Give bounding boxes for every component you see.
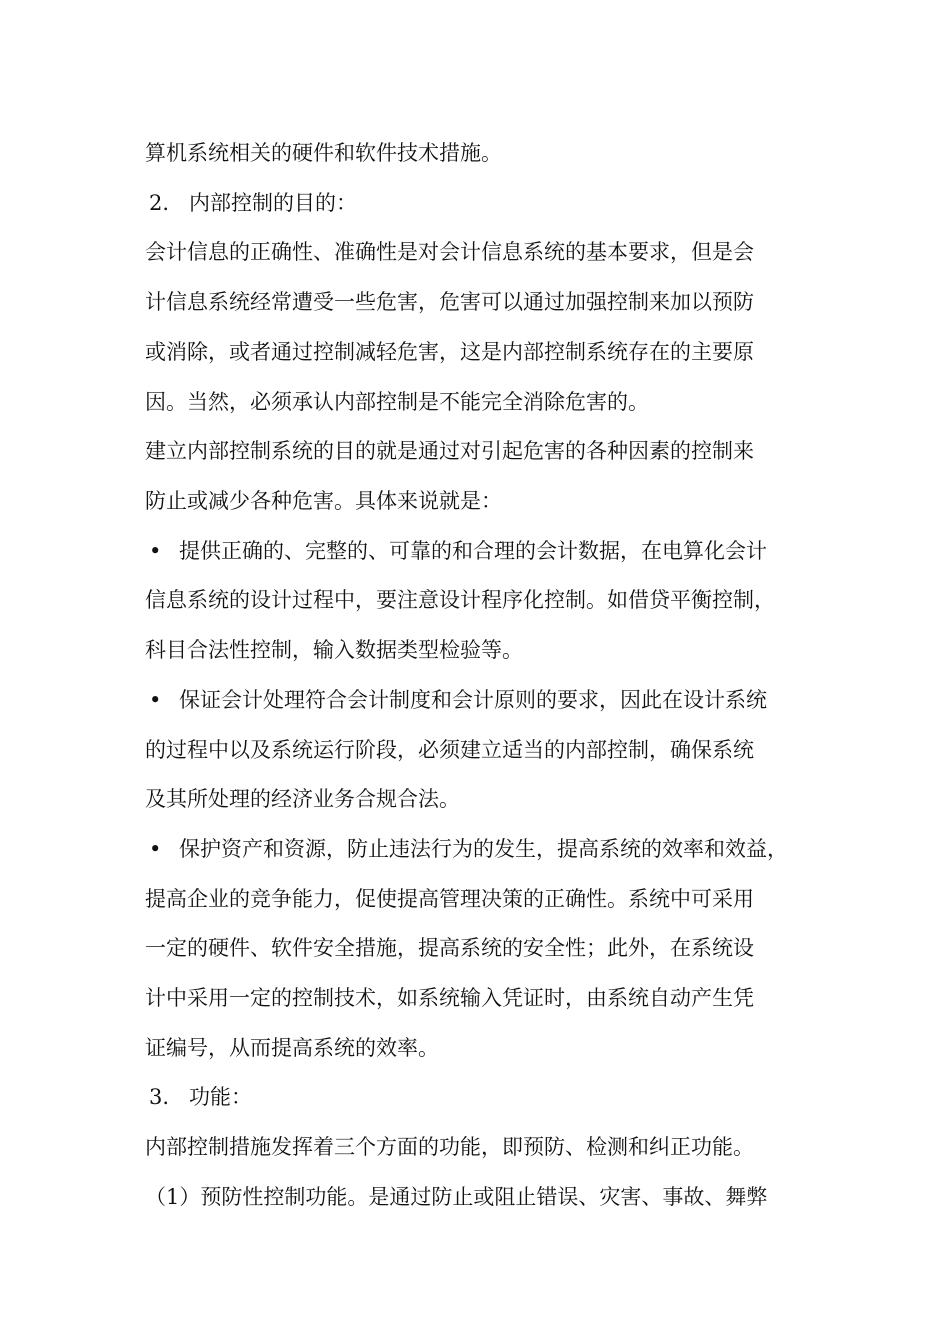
section-title: 内部控制的目的： — [189, 191, 357, 215]
bullet-item: • 保护资产和资源，防止违法行为的发生，提高系统的效率和效益， — [145, 834, 825, 864]
paragraph-line: 的过程中以及系统运行阶段，必须建立适当的内部控制，确保系统 — [145, 738, 754, 762]
paragraph-line: 防止或减少各种危害。具体来说就是： — [145, 489, 502, 513]
paragraph-line: 证编号，从而提高系统的效率。 — [145, 1036, 439, 1060]
paragraph-line: 科目合法性控制，输入数据类型检验等。 — [145, 638, 523, 662]
bullet-item: • 提供正确的、完整的、可靠的和合理的会计数据，在电算化会计 — [145, 536, 825, 566]
bullet-icon: • — [149, 688, 162, 712]
paragraph-line: 提高企业的竞争能力，促使提高管理决策的正确性。系统中可采用 — [145, 887, 754, 911]
section-title: 功能： — [189, 1085, 252, 1109]
paragraph-line: 因。当然，必须承认内部控制是不能完全消除危害的。 — [145, 390, 649, 414]
bullet-icon: • — [149, 837, 162, 861]
paragraph-line: 计中采用一定的控制技术，如系统输入凭证时，由系统自动产生凭 — [145, 986, 754, 1010]
paragraph-line: 一定的硬件、软件安全措施，提高系统的安全性；此外，在系统设 — [145, 936, 754, 960]
paragraph-line: 会计信息的正确性、准确性是对会计信息系统的基本要求，但是会 — [145, 240, 754, 264]
paragraph-line: 算机系统相关的硬件和软件技术措施。 — [145, 141, 502, 165]
section-heading-2 — [145, 188, 825, 218]
section-number: 3. — [149, 1085, 170, 1109]
paragraph-line: 内部控制措施发挥着三个方面的功能，即预防、检测和纠正功能。 — [145, 1135, 754, 1159]
bullet-item: • 保证会计处理符合会计制度和会计原则的要求，因此在设计系统 — [145, 685, 825, 715]
section-heading-3 — [145, 1082, 825, 1112]
paragraph-line: 建立内部控制系统的目的就是通过对引起危害的各种因素的控制来 — [145, 439, 754, 463]
paragraph-line: 信息系统的设计过程中，要注意设计程序化控制。如借贷平衡控制， — [145, 588, 775, 612]
paragraph-line: （1）预防性控制功能。是通过防止或阻止错误、灾害、事故、舞弊 — [145, 1185, 768, 1209]
paragraph-line: 或消除，或者通过控制减轻危害，这是内部控制系统存在的主要原 — [145, 340, 754, 364]
paragraph-line: 计信息系统经常遭受一些危害，危害可以通过加强控制来加以预防 — [145, 290, 754, 314]
paragraph-line: 及其所处理的经济业务合规合法。 — [145, 787, 460, 811]
bullet-icon: • — [149, 539, 162, 563]
section-number: 2. — [149, 191, 170, 215]
